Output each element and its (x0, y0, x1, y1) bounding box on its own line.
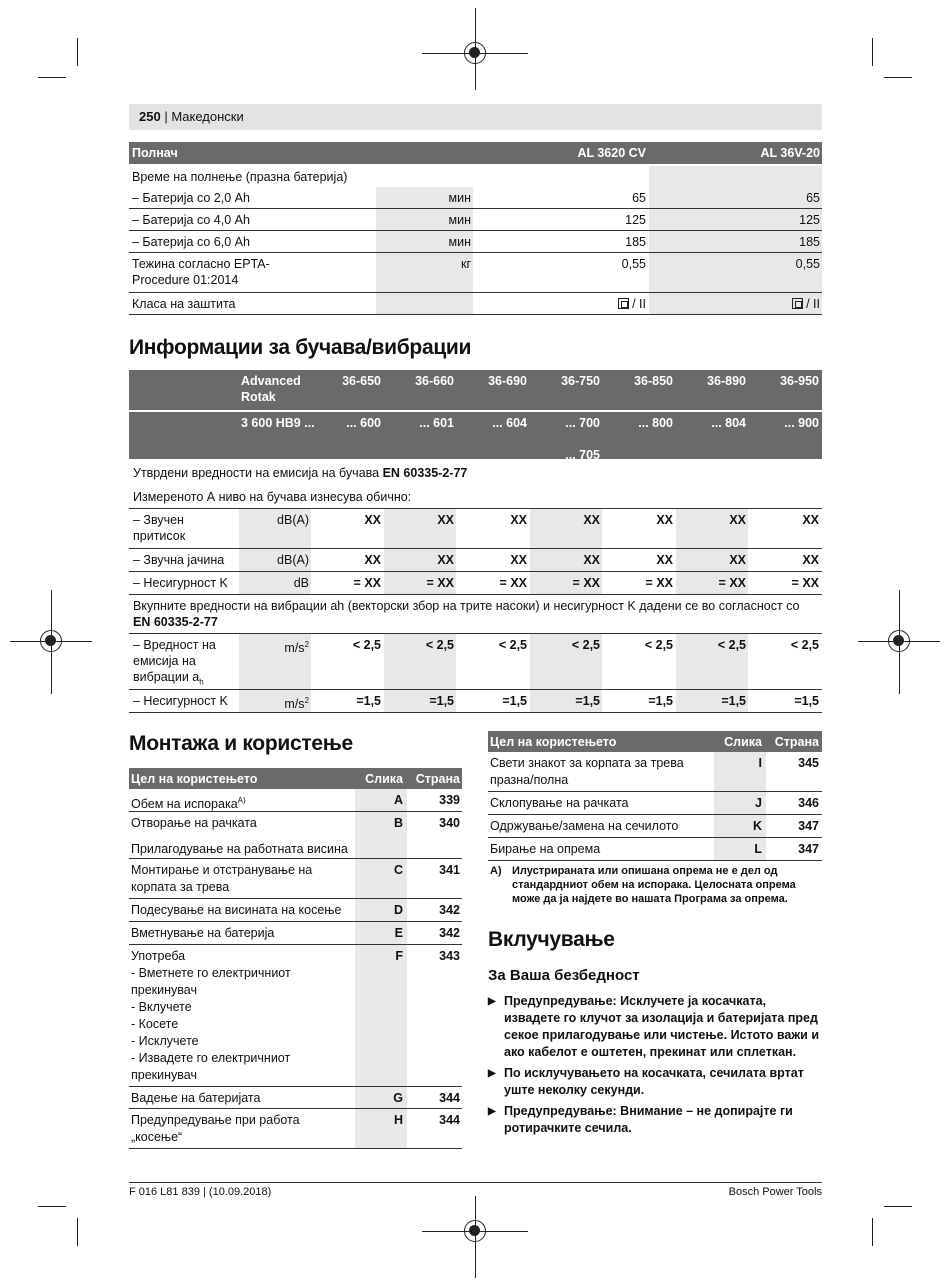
header-cell: AL 36V-20 (760, 146, 820, 160)
page-header: 250 | Македонски (129, 104, 822, 130)
unit-cell (376, 293, 473, 314)
figure-cell: H (355, 1109, 407, 1148)
crop-mark (884, 1206, 912, 1207)
registration-mark-icon (888, 630, 910, 652)
row-label: – Батерија со 4,0 Ah (132, 213, 250, 227)
value-cell: = XX (353, 576, 381, 590)
table-row (129, 187, 822, 209)
value-cell: 65 (649, 187, 822, 208)
figure-cell: I (714, 752, 766, 791)
header-cell: Страна (415, 772, 460, 786)
value-cell (475, 293, 648, 314)
value-cell: XX (364, 513, 381, 527)
table-row (129, 945, 462, 1087)
header-cell: 36-690 (488, 374, 527, 388)
page-language: Македонски (171, 109, 244, 124)
protection-class-text: / II (632, 297, 646, 311)
table-row (488, 792, 822, 815)
row-label: Бирање на опрема (490, 842, 601, 856)
value-cell: =1,5 (384, 690, 456, 712)
crop-mark (38, 77, 66, 78)
figure-cell: A (355, 789, 407, 811)
header-cell: 36-850 (634, 374, 673, 388)
measured-note: Измереното А ниво на бучава изнесува обично: (133, 490, 412, 504)
page-cell: 344 (439, 1091, 460, 1105)
shaded-cell (649, 166, 822, 188)
protection-class-icon (618, 298, 629, 309)
figure-cell: C (355, 859, 407, 898)
value-cell: < 2,5 (644, 638, 673, 652)
table-row (129, 1087, 462, 1109)
protection-class-icon (792, 298, 803, 309)
crop-mark (38, 1206, 66, 1207)
value-cell: < 2,5 (790, 638, 819, 652)
table-row (129, 812, 462, 858)
row-label: – Звучна јачина (133, 553, 225, 567)
page-cell: 342 (439, 926, 460, 940)
page-cell: 347 (798, 842, 819, 856)
value-cell: 185 (649, 231, 822, 252)
unit-cell: dB(A) (239, 509, 311, 548)
table-row (488, 752, 822, 792)
page-cell: 342 (439, 903, 460, 917)
value-cell: < 2,5 (676, 634, 748, 689)
value-cell: XX (802, 553, 819, 567)
row-label: Вметнување на батерија (131, 926, 275, 940)
table-row (129, 549, 822, 572)
value-cell: XX (802, 513, 819, 527)
row-label: Предупредување при работа „косење“ (131, 1113, 300, 1144)
table-row (129, 859, 462, 899)
row-label: Монтирање и отстранување на корпата за трева (131, 863, 313, 894)
row-label: Употреба - Вметнете го електричниот прекинувач - Вклучете - Косете - Исклучете - Извадете го електричниот прекинувач (131, 949, 291, 1082)
value-cell: XX (656, 513, 673, 527)
protection-class-text: / II (806, 297, 820, 311)
row-label: Време на полнење (празна батерија) (132, 170, 348, 184)
page-cell: 341 (439, 863, 460, 877)
unit-cell: dB(A) (239, 549, 311, 571)
crop-mark (872, 38, 873, 66)
subsection-title-safety: За Ваша безбедност (488, 967, 640, 984)
value-cell: = XX (530, 572, 602, 594)
bullet-item: ▶ По исклучувањето на косачката, сечилата вртат уште неколку секунди. (488, 1065, 823, 1099)
row-label: – Звучен притисок (133, 513, 186, 543)
page-footer (129, 1182, 822, 1198)
header-extra: ... 705 (565, 448, 600, 462)
header-cell: ... 804 (711, 416, 746, 430)
row-label: Подесување на висината на косење (131, 903, 342, 917)
header-cell: ... 800 (638, 416, 673, 430)
row-label: Отворање на рачката (131, 816, 257, 830)
crop-mark (884, 77, 912, 78)
figure-cell: E (355, 922, 407, 944)
footer-doc-id: F 016 L81 839 | (10.09.2018) (129, 1186, 272, 1198)
value-cell: < 2,5 (530, 634, 602, 689)
header-cell: ... 700 ... 705 (565, 416, 600, 462)
unit-cell: мин (376, 187, 473, 208)
emission-note: Утврдени вредности на емисија на бучава EN 60335-2-77 (133, 466, 468, 480)
table-row (129, 231, 822, 253)
value-cell: =1,5 (502, 694, 527, 708)
table-row (129, 634, 822, 690)
row-label: Одржување/замена на сечилото (490, 819, 679, 833)
page-cell: 339 (439, 793, 460, 807)
usage-table (488, 731, 822, 861)
value-cell: 65 (632, 191, 646, 205)
page-cell: 345 (798, 756, 819, 770)
crop-mark (872, 1218, 873, 1246)
section-title-switch-on: Вклучување (488, 928, 615, 951)
row-label: Свети знакот за корпата за трева празна/полна (490, 756, 684, 787)
unit-cell: мин (376, 209, 473, 230)
header-cell: 36-750 (561, 374, 600, 388)
unit-cell: $m/s^2$ (239, 690, 311, 712)
bullet-item: ▶ Предупредување: Внимание – не допирајте ги ротирачките сечила. (488, 1103, 823, 1137)
crop-mark (77, 1218, 78, 1246)
table-row (129, 253, 822, 293)
figure-cell: D (355, 899, 407, 921)
noise-header-row-2 (129, 412, 822, 462)
value-cell: = XX (791, 576, 819, 590)
value-cell: 125 (625, 213, 646, 227)
header-cell: 36-950 (780, 374, 819, 388)
value-cell: XX (510, 553, 527, 567)
table-header (129, 768, 462, 789)
value-cell: XX (384, 509, 456, 548)
table-row (488, 838, 822, 861)
header-cell: 3 600 HB9 ... (241, 416, 315, 430)
note-row (129, 595, 822, 634)
bullet-item: ▶ Предупредување: Исклучете ја косачката, извадете го клучот за изолација и батеријата пред секое прилагодување или чистење. Истото важи и ако кабелот е оштетен, прекинат или сплеткан. (488, 993, 823, 1061)
header-cell: Цел на користењето (490, 735, 617, 749)
header-cell: Advanced Rotak (241, 374, 301, 404)
value-cell: = XX (499, 576, 527, 590)
safety-bullets (488, 993, 823, 1141)
assembly-table (129, 768, 462, 1149)
section-title-assembly: Монтажа и користење (129, 732, 353, 755)
header-cell: Страна (774, 735, 819, 749)
header-cell: 36-890 (707, 374, 746, 388)
registration-mark-icon (40, 630, 62, 652)
header-cell: 36-650 (342, 374, 381, 388)
value-cell: =1,5 (356, 694, 381, 708)
value-cell: = XX (384, 572, 456, 594)
header-cell: ... 600 (346, 416, 381, 430)
figure-cell: G (355, 1087, 407, 1108)
unit-cell: кг (376, 253, 473, 292)
row-label: – Батерија со 6,0 Ah (132, 235, 250, 249)
value-cell: XX (384, 549, 456, 571)
header-cell: Слика (365, 772, 403, 786)
value-cell: XX (510, 513, 527, 527)
value-cell: XX (364, 553, 381, 567)
page-cell: 344 (439, 1113, 460, 1127)
charger-table-header (129, 142, 822, 164)
table-row (129, 572, 822, 595)
value-cell: XX (530, 549, 602, 571)
noise-header-row-1 (129, 370, 822, 410)
emission-standard: EN 60335-2-77 (382, 466, 468, 480)
figure-cell: F (355, 945, 407, 1086)
figure-cell: J (714, 792, 766, 814)
row-label: – Вредност на емисија на вибрации $a_h$ (133, 638, 216, 687)
page-cell: 346 (798, 796, 819, 810)
note-row (129, 486, 822, 509)
value-cell: XX (530, 509, 602, 548)
table-row (129, 164, 822, 187)
registration-mark-icon (464, 42, 486, 64)
row-label: – Батерија со 2,0 Ah (132, 191, 250, 205)
value-cell: 0,55 (649, 253, 822, 292)
figure-cell: L (714, 838, 766, 860)
page-cell: 340 (439, 816, 460, 830)
note-row (129, 459, 822, 486)
registration-mark-icon (464, 1220, 486, 1242)
figure-cell: K (714, 815, 766, 837)
value-cell: < 2,5 (498, 638, 527, 652)
header-cell: ... 900 (784, 416, 819, 430)
value-cell: =1,5 (794, 694, 819, 708)
value-cell: 185 (625, 235, 646, 249)
value-cell: XX (656, 553, 673, 567)
value-cell (649, 293, 822, 314)
header-cell: 36-660 (415, 374, 454, 388)
table-row (129, 293, 822, 315)
value-cell: < 2,5 (384, 634, 456, 689)
footer-brand: Bosch Power Tools (728, 1186, 822, 1198)
row-label: Склопување на рачката (490, 796, 629, 810)
crop-mark (77, 38, 78, 66)
table-row (129, 922, 462, 945)
page-number: 250 (139, 109, 161, 124)
row-label: Тежина согласно EPTA-Procedure 01:2014 (132, 257, 270, 287)
vibration-note: Вкупните вредности на вибрации ah (векторски збор на трите насоки) и несигурност K дадени се во согласност со EN 60335-2-77 (133, 599, 800, 629)
value-cell: XX (676, 509, 748, 548)
row-label: Класа на заштита (132, 297, 236, 311)
value-cell: XX (676, 549, 748, 571)
header-cell: Полнач (132, 146, 178, 160)
header-cell: ... 604 (492, 416, 527, 430)
table-header (488, 731, 822, 752)
section-title-noise: Информации за бучава/вибрации (129, 336, 472, 359)
header-cell: ... 601 (419, 416, 454, 430)
row-label: – Несигурност K (133, 576, 228, 590)
footnote-ref: A) (237, 796, 246, 805)
value-cell: = XX (676, 572, 748, 594)
header-cell: AL 3620 CV (577, 146, 646, 160)
row-label: Вадење на батеријата (131, 1091, 261, 1105)
table-row (129, 209, 822, 231)
charger-table (129, 142, 822, 315)
row-label: – Несигурност K (133, 694, 228, 708)
figure-cell: B (355, 812, 407, 858)
noise-table (129, 370, 822, 713)
superscript: 2 (304, 696, 309, 705)
table-row (129, 899, 462, 922)
table-row (129, 1109, 462, 1149)
value-cell: =1,5 (676, 690, 748, 712)
subscript: h (199, 677, 204, 687)
page-cell: 343 (439, 949, 460, 963)
page-cell: 347 (798, 819, 819, 833)
value-cell: =1,5 (648, 694, 673, 708)
table-row (488, 815, 822, 838)
row-label: Прилагодување на работната висина (131, 842, 348, 856)
superscript: 2 (304, 640, 309, 649)
table-row (129, 690, 822, 713)
table-row (129, 789, 462, 812)
unit-cell: мин (376, 231, 473, 252)
value-cell: 125 (649, 209, 822, 230)
header-cell: Слика (724, 735, 762, 749)
table-row (129, 509, 822, 549)
footnote-mark: A) (490, 865, 502, 877)
value-cell: 0,55 (621, 257, 646, 271)
header-cell: Цел на користењето (131, 772, 258, 786)
row-label: Обем на испорака$^{A)}$ (131, 796, 246, 812)
value-cell: < 2,5 (352, 638, 381, 652)
unit-cell: $m/s^2$ (239, 634, 311, 689)
vibration-standard: EN 60335-2-77 (133, 615, 218, 629)
value-cell: =1,5 (530, 690, 602, 712)
footnote-text: Илустрираната или опишана опрема не е дел од стандардниот обем на испорака. Целосната опрема може да ја најдете во нашата Програма за опрема. (512, 865, 796, 905)
unit-cell: dB (239, 572, 311, 594)
value-cell: = XX (645, 576, 673, 590)
